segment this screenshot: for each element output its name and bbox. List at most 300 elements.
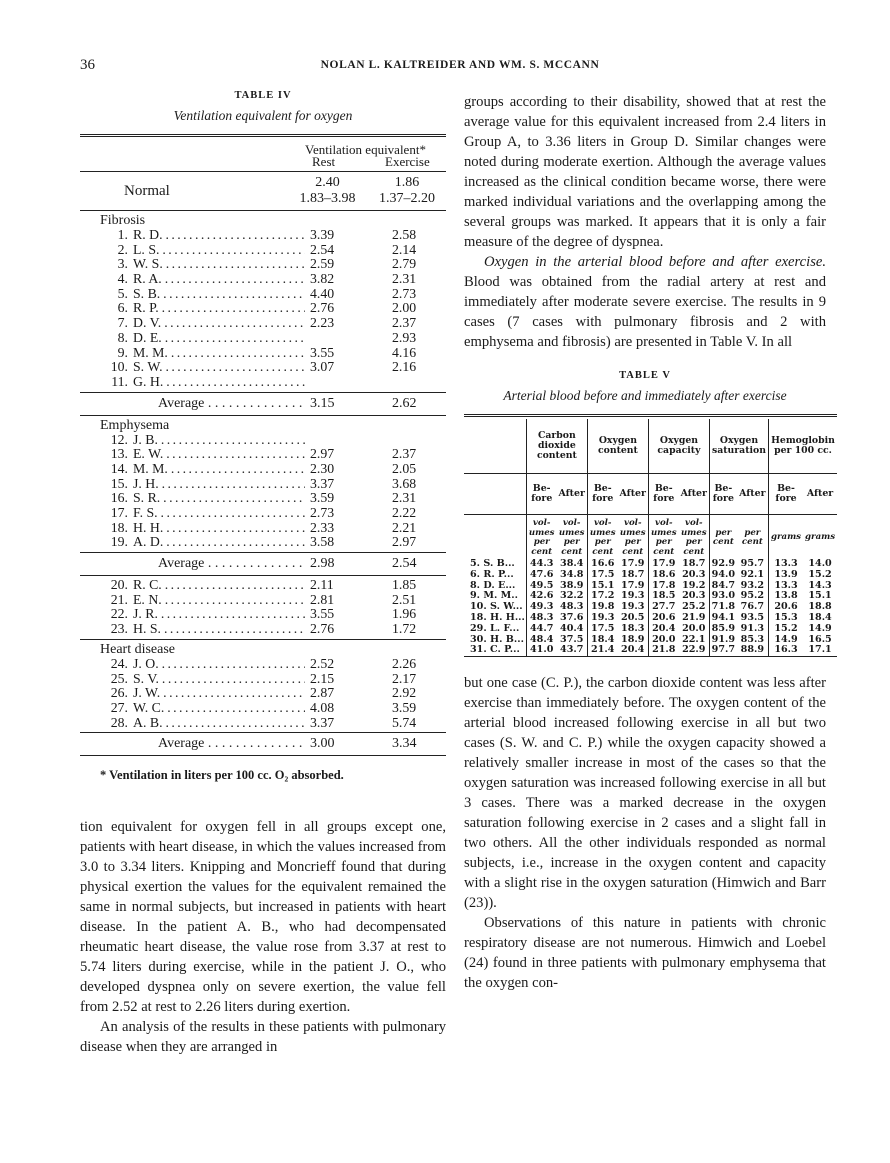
stub-subheader [464, 474, 526, 515]
patient-number: 19. [110, 534, 128, 550]
cell-value: 20.0 [682, 622, 706, 634]
rest-value: 2.11 [310, 577, 334, 593]
cell-value: 18.8 [808, 601, 832, 613]
after-header: After [803, 474, 837, 515]
table-iv-caption: Ventilation equivalent for oxygen [173, 108, 353, 123]
table-row [80, 346, 446, 361]
patient-number: 18. [110, 519, 128, 535]
patient-number: 5. [117, 285, 128, 301]
cell-value: 95.7 [740, 558, 765, 569]
cell-value: 17.5 [587, 570, 617, 581]
cell-value: 92.9 [709, 559, 736, 570]
cell-value: 18.3 [621, 622, 645, 634]
rest-value: 2.15 [310, 670, 335, 686]
exercise-value: 2.26 [392, 655, 417, 671]
patient-number: 7. [117, 315, 128, 331]
normal-rest [280, 175, 375, 207]
cell-value: 20.3 [682, 568, 706, 580]
rest-value: 3.37 [310, 475, 335, 491]
patient-number: 16. [110, 490, 128, 506]
rest-value: 2.59 [310, 256, 335, 272]
cell-value: 91.9 [709, 635, 736, 646]
cell-value: 20.4 [621, 644, 645, 656]
table-row [80, 433, 446, 448]
rest-value: 2.97 [310, 446, 335, 462]
cell-value: 22.1 [682, 633, 706, 645]
table-row [80, 622, 446, 637]
cell-value: 85.3 [740, 633, 765, 645]
patient-initials: A. D. . . . [133, 535, 305, 550]
patient-initials: J. B. . . . [133, 433, 305, 448]
exercise-value: 2.97 [392, 534, 417, 550]
units-row [464, 515, 837, 560]
table-row [80, 672, 446, 687]
table-row [80, 686, 446, 701]
table-row [80, 360, 446, 375]
rest-value: 3.59 [310, 490, 335, 506]
group-title: Fibrosis [100, 213, 146, 228]
unit-label: vol- umes per cent [557, 515, 588, 560]
table-row [80, 243, 446, 258]
normal-rest-range: 1.83–3.98 [299, 191, 356, 206]
cell-value: 20.6 [648, 613, 678, 624]
before-header: Be- fore [709, 474, 736, 515]
cell-value: 19.8 [587, 602, 617, 613]
column-group-header: Oxygen saturation [709, 419, 768, 474]
table-v [464, 414, 837, 657]
cell-value: 93.0 [709, 591, 736, 602]
before-header: Be- fore [648, 474, 678, 515]
unit-label: vol- umes per cent [618, 515, 649, 560]
table-row [80, 477, 446, 492]
average-exercise: 3.34 [392, 736, 417, 752]
right-column [464, 92, 836, 993]
exercise-value: 2.37 [392, 315, 417, 331]
table-row [464, 645, 837, 656]
exercise-value: 2.31 [392, 271, 417, 287]
patient-initials: L. S. . . . [133, 243, 305, 258]
rest-value: 2.54 [310, 241, 335, 257]
left-column [80, 90, 446, 1057]
exercise-value: 2.73 [392, 285, 417, 301]
table-bottom-rule [464, 657, 837, 658]
patient-number: 12. [110, 431, 128, 447]
table-row [80, 701, 446, 716]
cell-value: 38.4 [560, 558, 584, 569]
patient-number: 28. [110, 714, 128, 730]
normal-exercise-mean: 1.86 [394, 175, 420, 190]
patient-initials: S. W. . . . [133, 360, 305, 375]
patient-number: 14. [110, 460, 128, 476]
patient-initials: H. S. . . . [133, 622, 305, 637]
cell-value: 93.2 [740, 579, 765, 591]
cell-value: 71.8 [709, 602, 736, 613]
patient-initials: S. B. . . . [133, 287, 305, 302]
table-v-block [464, 370, 836, 657]
patient-initials: R. D. . . . [133, 228, 305, 243]
patient-number: 9. [117, 344, 128, 360]
unit-label: vol- umes per cent [526, 515, 556, 560]
cell-value: 38.9 [560, 579, 584, 591]
cell-value: 18.9 [621, 633, 645, 645]
rest-value: 2.81 [310, 591, 335, 607]
cell-value: 49.5 [526, 581, 556, 592]
patient-initials: S. V. . . . [133, 672, 305, 687]
exercise-value: 2.92 [392, 685, 417, 701]
rest-value: 4.08 [310, 699, 335, 715]
cell-value: 16.6 [587, 559, 617, 570]
cell-value: 76.7 [740, 601, 765, 613]
cell-value: 18.7 [682, 558, 706, 569]
rest-value: 2.33 [310, 519, 335, 535]
average-rule [80, 755, 446, 756]
cell-value: 17.8 [648, 581, 678, 592]
cell-value: 84.7 [709, 581, 736, 592]
header-ventilation-equivalent: Ventilation equivalent* [305, 142, 426, 157]
cell-value: 18.5 [648, 591, 678, 602]
exercise-value: 2.22 [392, 505, 417, 520]
table-group [80, 640, 446, 732]
cell-value: 43.7 [560, 644, 584, 656]
cell-value: 20.3 [682, 590, 706, 602]
patient-number: 26. [110, 685, 128, 701]
average-row [80, 393, 446, 415]
row-label: 8. D. E... [470, 579, 516, 591]
left-body-text [80, 817, 446, 1057]
cell-value: 16.3 [768, 645, 803, 656]
exercise-value: 2.58 [392, 227, 417, 242]
exercise-value: 1.72 [392, 621, 417, 637]
stub-header [464, 419, 526, 474]
patient-number: 21. [110, 591, 128, 607]
cell-value: 40.4 [560, 622, 584, 634]
cell-value: 44.3 [526, 559, 556, 570]
cell-value: 94.1 [709, 613, 736, 624]
table-row [80, 287, 446, 302]
patient-number: 20. [110, 577, 128, 593]
cell-value: 20.4 [648, 624, 678, 635]
cell-value: 48.4 [526, 635, 556, 646]
paragraph-body: Blood was obtained from the radial artery at rest and immediately after moderate severe exercise. The results in 9 cases (7 cases with pulmonary fibrosis and 2 with emphysema and fibrosis) are presented in Table V. In all [464, 274, 826, 350]
normal-row [80, 172, 446, 210]
exercise-value: 2.93 [392, 329, 417, 345]
table-row [80, 535, 446, 550]
average-label: Average . . . [158, 393, 305, 415]
table-row [80, 301, 446, 316]
row-label: 5. S. B... [470, 558, 515, 569]
column-group-header: Hemoglobin per 100 cc. [768, 419, 837, 474]
column-group-header: Oxygen content [587, 419, 648, 474]
rest-value: 3.55 [310, 344, 335, 360]
cell-value: 19.2 [682, 579, 706, 591]
cell-value: 41.0 [526, 645, 556, 656]
row-label: 10. S. W... [470, 601, 523, 613]
cell-value: 13.8 [768, 591, 803, 602]
patient-number: 22. [110, 606, 128, 622]
paragraph: but one case (C. P.), the carbon dioxide content was less after exercise than immediately before. The oxygen content of the arterial blood increased following exercise in all but two cases (S. W. and C. P.) while the oxygen capacity showed a relatively smaller increase in most of the cases so that the oxygen saturation was increased following exercise in all but 3 cases. There was a marked decrease in the oxygen saturation following exercise in 2 cases and a slight fall in two others. All the other individuals responded as normal subjects, i.e., increase in the oxygen content and capacity with a slight rise in the oxygen saturation (Himwich and Barr (23)). [464, 675, 826, 912]
table-row [80, 607, 446, 622]
normal-exercise [367, 175, 447, 207]
cell-value: 20.5 [621, 611, 645, 623]
average-row [80, 553, 446, 575]
after-header: After [618, 474, 649, 515]
rest-value: 2.87 [310, 685, 335, 701]
stub-units [464, 515, 526, 560]
patient-initials: D. V. . . . [133, 316, 305, 331]
table-row [80, 462, 446, 477]
unit-label: vol- umes per cent [648, 515, 678, 560]
unit-label: vol- umes per cent [587, 515, 617, 560]
cell-value: 15.2 [808, 568, 832, 580]
patient-number: 3. [117, 256, 128, 272]
cell-value: 17.9 [648, 559, 678, 570]
cell-value: 19.3 [621, 601, 645, 613]
table-group [80, 211, 446, 392]
average-row [80, 733, 446, 755]
table-iv-header [80, 137, 446, 171]
cell-value: 25.2 [682, 601, 706, 613]
cell-value: 48.3 [526, 613, 556, 624]
cell-value: 34.8 [560, 568, 584, 580]
patient-number: 13. [110, 446, 128, 462]
table-row [80, 375, 446, 390]
column-group-header: Oxygen capacity [648, 419, 709, 474]
table-row [80, 447, 446, 462]
cell-value: 93.5 [740, 611, 765, 623]
table-row [80, 257, 446, 272]
table-row [80, 272, 446, 287]
table-row [80, 657, 446, 672]
row-label: 30. H. B... [470, 633, 524, 645]
row-label: 9. M. M.. [470, 590, 518, 602]
unit-label: per cent [709, 515, 736, 560]
after-header: After [679, 474, 710, 515]
paragraph: An analysis of the results in these patients with pulmonary disease when they are arranged in [80, 1019, 446, 1056]
exercise-value: 5.74 [392, 714, 417, 730]
cell-value: 97.7 [709, 645, 736, 656]
table-group [80, 416, 446, 553]
cell-value: 17.9 [621, 579, 645, 591]
exercise-value: 2.00 [392, 300, 417, 316]
cell-value: 14.9 [768, 635, 803, 646]
patient-number: 24. [110, 655, 128, 671]
cell-value: 14.0 [808, 558, 832, 569]
cell-value: 15.1 [587, 581, 617, 592]
cell-value: 47.6 [526, 570, 556, 581]
exercise-value: 3.68 [392, 475, 417, 491]
paragraph [464, 252, 826, 352]
patient-number: 2. [117, 241, 128, 257]
patient-initials: R. A. . . . [133, 272, 305, 287]
exercise-value: 2.16 [392, 359, 417, 375]
table-group [80, 576, 446, 639]
cell-value: 85.9 [709, 624, 736, 635]
patient-initials: F. S. . . . [133, 506, 305, 521]
rest-value: 3.58 [310, 534, 335, 550]
normal-rest-mean: 2.40 [315, 175, 340, 190]
row-label: 29. L. F... [470, 622, 520, 634]
cell-value: 18.4 [808, 611, 832, 623]
table-row [464, 624, 837, 635]
patient-initials: H. H. . . . [133, 521, 305, 536]
rest-value: 4.40 [310, 285, 335, 301]
cell-value: 13.9 [768, 570, 803, 581]
after-header: After [737, 474, 769, 515]
cell-value: 15.2 [768, 624, 803, 635]
table-iv-footnote: * Ventilation in liters per 100 cc. O₂ absorbed. [100, 768, 344, 783]
cell-value: 17.1 [808, 644, 832, 656]
cell-value: 37.5 [560, 633, 584, 645]
exercise-value: 2.79 [392, 256, 417, 272]
table-row [80, 578, 446, 593]
patient-initials: D. E. . . . [133, 331, 305, 346]
patient-initials: J. H. . . . [133, 477, 305, 492]
unit-label: per cent [737, 515, 769, 560]
cell-value: 21.8 [648, 645, 678, 656]
patient-number: 23. [110, 621, 128, 637]
exercise-value: 2.05 [392, 460, 417, 476]
cell-value: 48.3 [560, 601, 584, 613]
after-header: After [557, 474, 588, 515]
rest-value: 2.52 [310, 655, 335, 671]
header-rest: Rest [312, 154, 336, 169]
rest-value: 3.82 [310, 271, 335, 287]
exercise-value: 1.96 [392, 606, 417, 622]
cell-value: 18.7 [621, 568, 645, 580]
cell-value: 15.3 [768, 613, 803, 624]
unit-label: grams [803, 515, 837, 560]
table-iv-label: TABLE IV [234, 90, 292, 101]
patient-initials: R. P. . . . [133, 301, 305, 316]
row-label: 18. H. H... [470, 611, 525, 623]
normal-exercise-range: 1.37–2.20 [379, 191, 435, 206]
rest-value: 3.07 [310, 359, 335, 375]
cell-value: 14.9 [808, 622, 832, 634]
rest-value: 2.30 [310, 460, 335, 476]
patient-initials: R. C. . . . [133, 578, 305, 593]
exercise-value: 2.17 [392, 670, 417, 686]
average-label: Average . . . [158, 733, 305, 755]
patient-initials: J. W. . . . [133, 686, 305, 701]
paragraph: groups according to their disability, showed that at rest the average value for this equivalent increased from 2.4 liters in Group A, to 3.36 liters in Group D. Similar changes were noted during moderate exertion. Although the average values increased as the clinical condition became worse, there were marked individual variations and the overlapping among the several groups was marked. It appears that it is only a fair measure of the degree of dyspnea. [464, 94, 826, 250]
row-label: 31. C. P... [470, 644, 520, 656]
table-row [80, 716, 446, 731]
average-rest: 3.00 [310, 736, 335, 752]
patient-number: 10. [110, 359, 128, 375]
exercise-value: 3.59 [392, 699, 417, 715]
patient-initials: E. W. . . . [133, 447, 305, 462]
cell-value: 92.1 [740, 568, 765, 580]
cell-value: 20.0 [648, 635, 678, 646]
patient-number: 6. [117, 300, 128, 316]
page-number: 36 [80, 57, 95, 73]
table-v-caption: Arterial blood before and immediately after exercise [503, 388, 787, 403]
cell-value: 16.5 [808, 633, 832, 645]
rest-value: 2.76 [310, 621, 335, 637]
exercise-value: 2.31 [392, 490, 417, 506]
patient-initials: J. R. . . . [133, 607, 305, 622]
patient-number: 17. [110, 505, 128, 520]
sub-header-row [464, 474, 837, 515]
row-label: 6. R. P... [470, 568, 514, 580]
rest-value: 3.37 [310, 714, 335, 730]
average-exercise: 2.54 [392, 556, 417, 572]
cell-value: 19.3 [587, 613, 617, 624]
cell-value: 88.9 [740, 644, 765, 656]
patient-initials: W. S. . . . [133, 257, 305, 272]
cell-value: 17.2 [587, 591, 617, 602]
cell-value: 13.3 [768, 581, 803, 592]
paragraph: tion equivalent for oxygen fell in all groups except one, patients with heart disease, in which the values increased from 3.0 to 3.34 liters. Knipping and Moncrieff found that during physical exertion the values for the equivalent remained the same in normal subjects, but increased in patients with heart disease. In the patient A. B., who had decompensated rheumatic heart disease, the value rose from 3.37 at rest to 5.74 liters during exercise, while in the patient J. O., who developed dyspnea only on severe exertion, the value fell from 2.52 at rest to 2.26 liters during exertion. [80, 819, 446, 1016]
patient-initials: M. M. . . . [133, 462, 305, 477]
patient-number: 27. [110, 699, 128, 715]
cell-value: 27.7 [648, 602, 678, 613]
cell-value: 94.0 [709, 570, 736, 581]
patient-number: 4. [117, 271, 128, 287]
cell-value: 21.4 [587, 645, 617, 656]
patient-number: 15. [110, 475, 128, 491]
cell-value: 32.2 [560, 590, 584, 602]
exercise-value: 2.21 [392, 519, 417, 535]
exercise-value: 4.16 [392, 344, 417, 360]
rest-value: 3.55 [310, 606, 335, 622]
running-head [80, 57, 840, 77]
cell-value: 44.7 [526, 624, 556, 635]
cell-value: 19.3 [621, 590, 645, 602]
patient-initials: W. C. . . . [133, 701, 305, 716]
table-row [80, 593, 446, 608]
table-iv-body [80, 211, 446, 756]
table-row [80, 521, 446, 536]
before-header: Be- fore [526, 474, 556, 515]
rest-value: 2.76 [310, 300, 335, 316]
average-rest: 2.98 [310, 556, 335, 572]
cell-value: 15.1 [808, 590, 832, 602]
header-exercise: Exercise [385, 154, 430, 169]
patient-number: 25. [110, 670, 128, 686]
right-body-text [464, 673, 826, 993]
group-title: Emphysema [100, 417, 170, 433]
section-heading: Oxygen in the arterial blood before and after exercise. [484, 254, 826, 270]
table-row [464, 570, 837, 581]
cell-value: 22.9 [682, 644, 706, 656]
patient-initials: G. H. . . . [133, 375, 305, 390]
patient-initials: A. B. . . . [133, 716, 305, 731]
exercise-value: 2.51 [392, 591, 417, 607]
exercise-value: 2.37 [392, 446, 417, 462]
exercise-value: 2.14 [392, 241, 417, 257]
table-row [80, 316, 446, 331]
patient-initials: M. M. . . . [133, 346, 305, 361]
average-label: Average . . . [158, 553, 305, 575]
cell-value: 18.6 [648, 570, 678, 581]
cell-value: 14.3 [808, 579, 832, 591]
unit-label: vol- umes per cent [679, 515, 710, 560]
rest-value: 2.73 [310, 505, 335, 520]
table-row [80, 228, 446, 243]
paragraph: Observations of this nature in patients with chronic respiratory disease are not numerous. Himwich and Loebel (24) found in three patients with pulmonary emphysema that the oxygen con- [464, 915, 826, 992]
table-v-label: TABLE V [619, 370, 671, 381]
average-rest: 3.15 [310, 395, 335, 411]
rest-value: 2.23 [310, 315, 335, 331]
cell-value: 49.3 [526, 602, 556, 613]
normal-label: Normal [124, 183, 170, 199]
patient-initials: J. O. . . . [133, 657, 305, 672]
cell-value: 91.3 [740, 622, 765, 634]
table-row [80, 331, 446, 346]
group-title: Heart disease [100, 641, 176, 657]
table-row [80, 506, 446, 521]
